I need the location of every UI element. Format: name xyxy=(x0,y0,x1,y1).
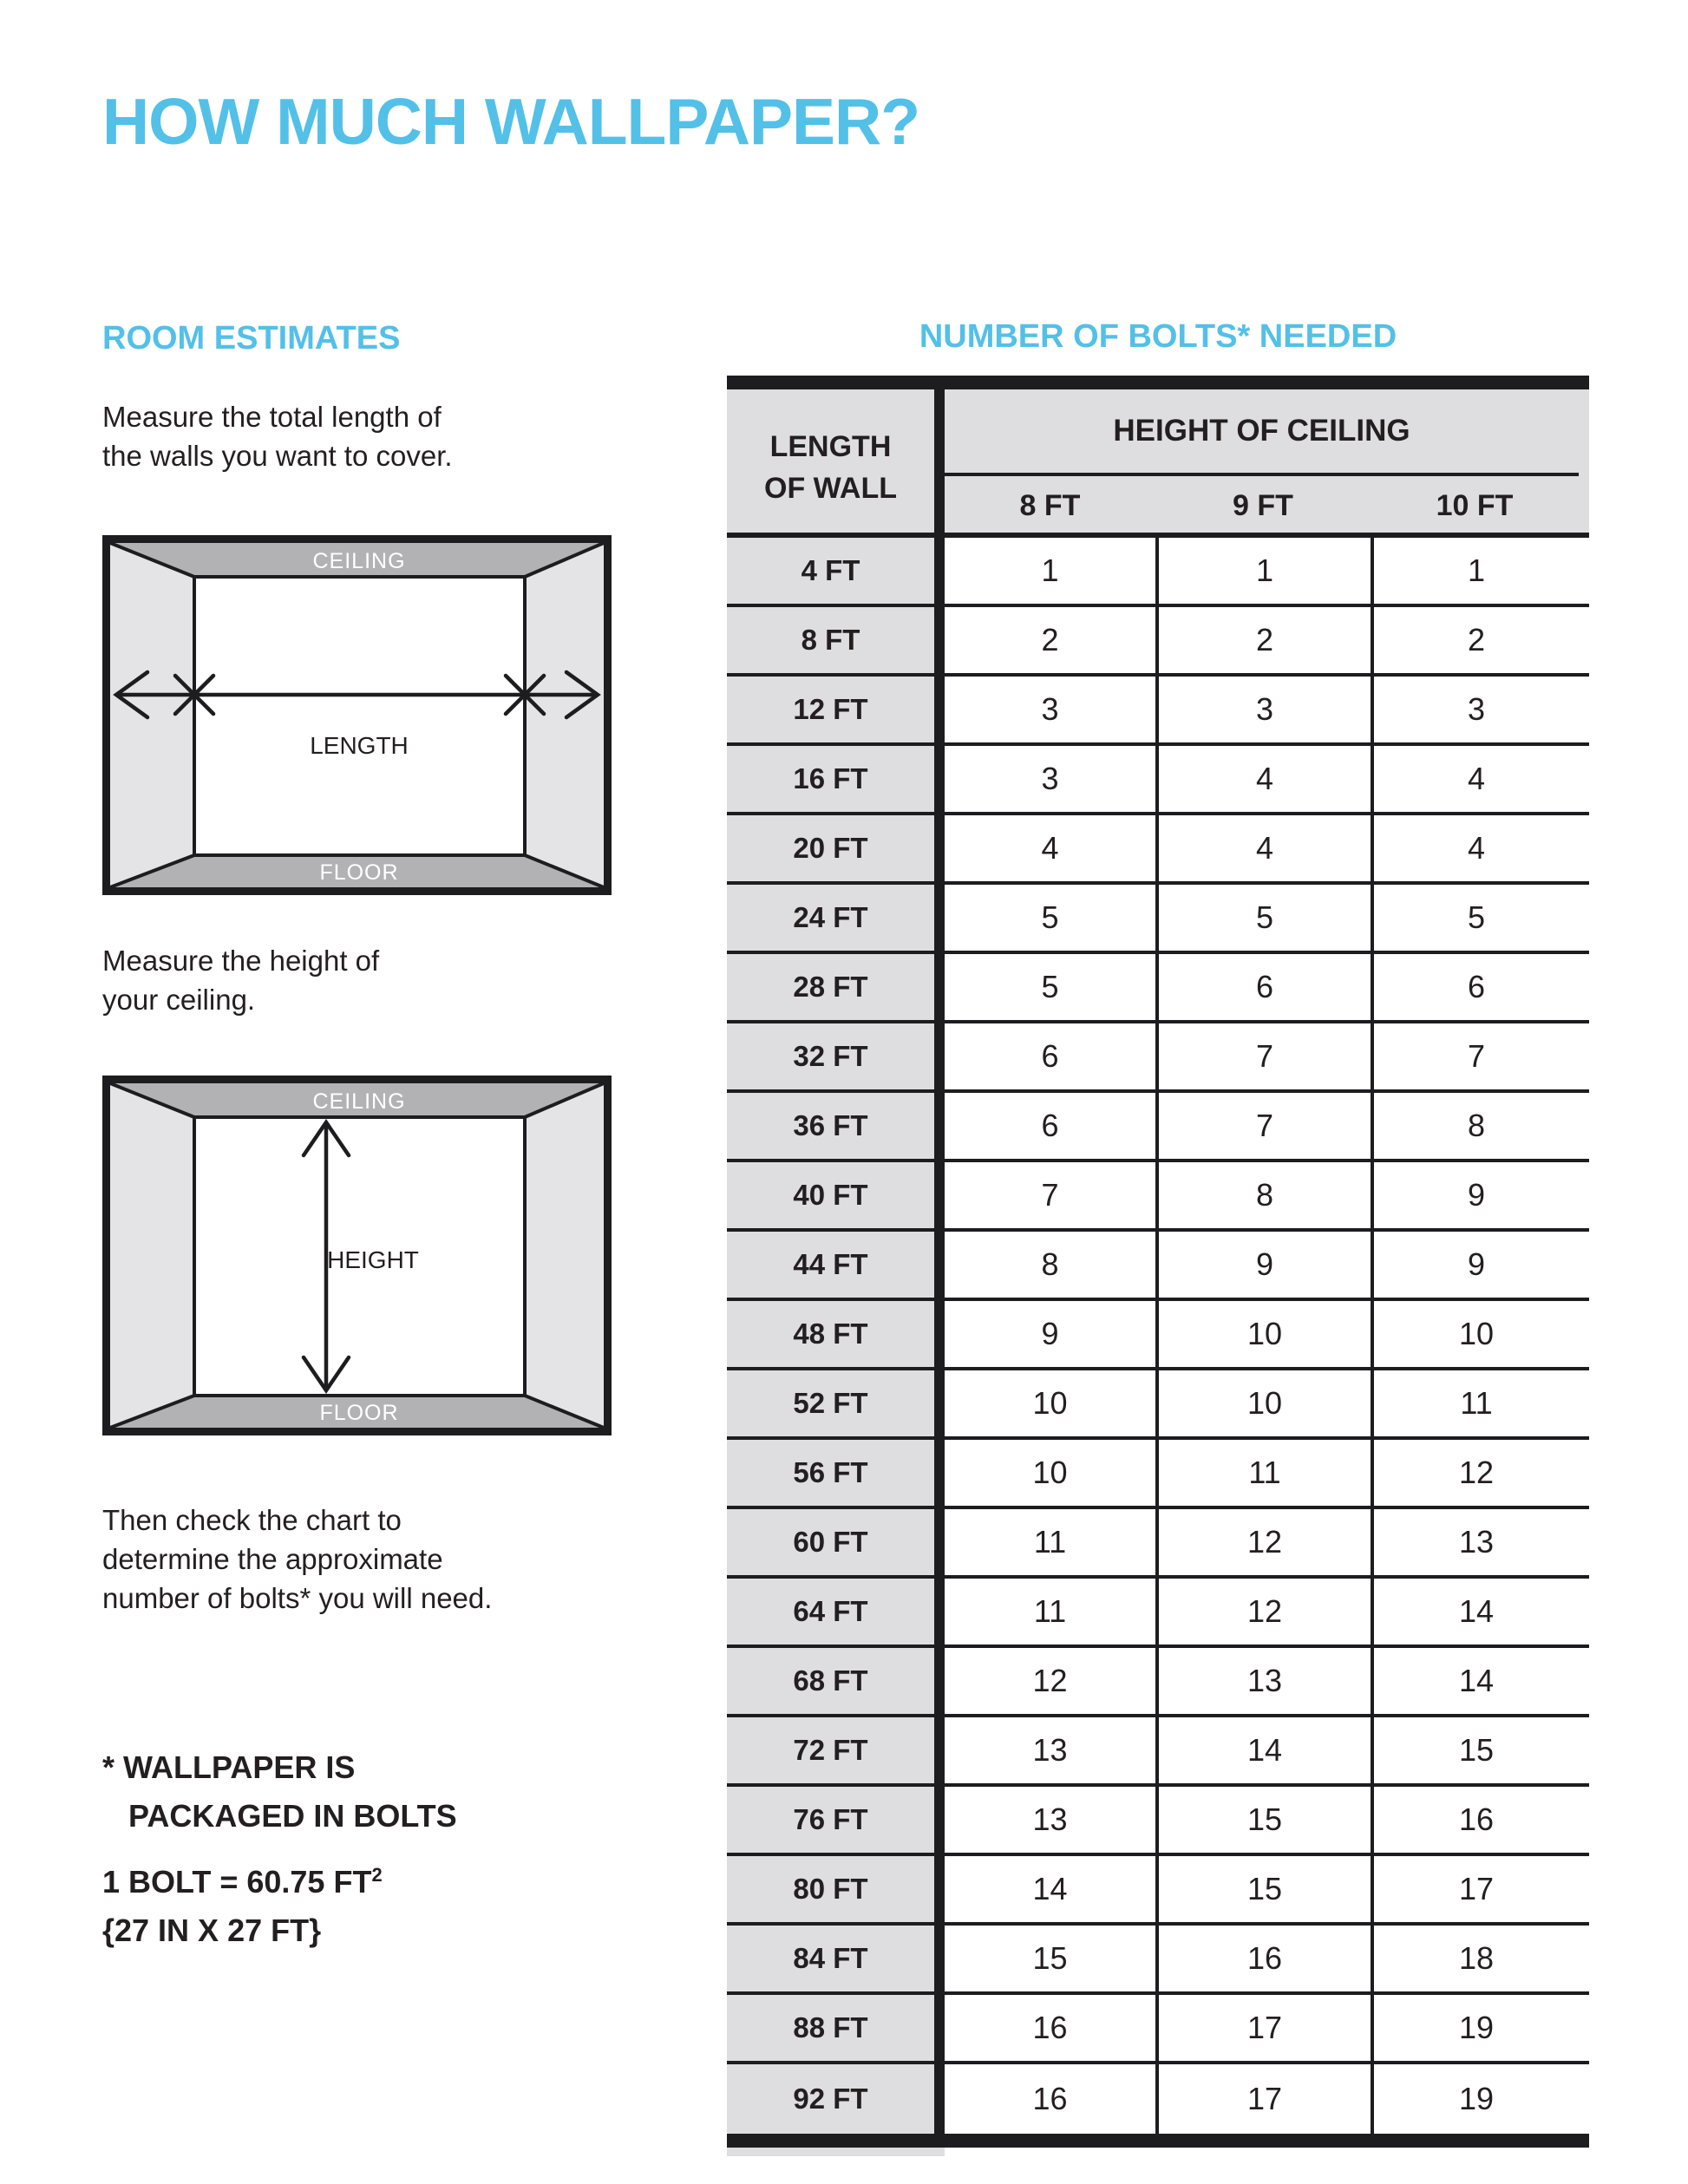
bolt-count-cell: 5 xyxy=(945,954,1155,1020)
table-row xyxy=(727,1787,1589,1856)
bolt-count-cell: 10 xyxy=(945,1370,1155,1436)
bolt-count-cell: 4 xyxy=(1371,746,1579,812)
bolt-count-cell: 5 xyxy=(1155,885,1371,951)
table-bottom-border xyxy=(727,2134,1589,2148)
room-estimates-heading: ROOM ESTIMATES xyxy=(102,320,401,356)
height-label: HEIGHT xyxy=(327,1246,419,1273)
bolt-count-cell: 11 xyxy=(1371,1370,1579,1436)
bolt-count-cell: 1 xyxy=(945,538,1155,604)
instruction-length-line1: Measure the total length of xyxy=(102,401,442,433)
bolt-count-cell: 1 xyxy=(1155,538,1371,604)
left-wall-surface xyxy=(110,1083,194,1428)
table-row xyxy=(727,1232,1589,1301)
corner-header-line1: LENGTH xyxy=(769,429,892,463)
table-top-border xyxy=(727,376,1589,389)
instruction-chart-line1: Then check the chart to xyxy=(102,1504,402,1536)
row-label-wall-length: 16 FT xyxy=(727,746,945,812)
bolt-count-cell: 17 xyxy=(1155,2064,1371,2134)
column-header-9ft: 9 FT xyxy=(1233,489,1293,522)
bolts-footnote-line2: PACKAGED IN BOLTS xyxy=(128,1798,457,1834)
bolt-count-cell: 19 xyxy=(1371,1995,1579,2061)
bolt-count-cell: 8 xyxy=(945,1232,1155,1298)
table-row xyxy=(727,677,1589,746)
bolt-count-cell: 4 xyxy=(945,815,1155,881)
row-label-wall-length: 68 FT xyxy=(727,1648,945,1714)
table-header xyxy=(727,389,1589,538)
bolt-count-cell: 6 xyxy=(1155,954,1371,1020)
row-label-wall-length: 80 FT xyxy=(727,1856,945,1922)
label-column-stub xyxy=(727,2148,945,2156)
back-wall xyxy=(194,577,525,855)
bolt-count-cell: 15 xyxy=(1155,1787,1371,1853)
table-row xyxy=(727,1023,1589,1093)
bolt-count-cell: 10 xyxy=(945,1440,1155,1506)
bolt-count-cell: 2 xyxy=(945,607,1155,673)
bolt-equation-line1 xyxy=(102,1858,383,1906)
bolt-count-cell: 2 xyxy=(1155,607,1371,673)
bolt-count-cell: 7 xyxy=(1371,1023,1579,1089)
bolt-count-cell: 3 xyxy=(1155,677,1371,742)
bolt-count-cell: 12 xyxy=(1155,1509,1371,1575)
bolt-equation-line2: {27 IN X 27 FT} xyxy=(102,1913,322,1948)
height-of-ceiling-header xyxy=(945,389,1579,533)
bolt-count-cell: 9 xyxy=(945,1301,1155,1367)
bolt-count-cell: 17 xyxy=(1371,1856,1579,1922)
bolt-equation xyxy=(102,1858,383,1955)
row-label-wall-length: 36 FT xyxy=(727,1093,945,1159)
table-row xyxy=(727,1509,1589,1579)
row-label-wall-length: 8 FT xyxy=(727,607,945,673)
row-label-wall-length: 72 FT xyxy=(727,1717,945,1783)
table-row xyxy=(727,1717,1589,1787)
bolt-count-cell: 4 xyxy=(1155,815,1371,881)
bolt-count-cell: 10 xyxy=(1371,1301,1579,1367)
row-label-wall-length: 88 FT xyxy=(727,1995,945,2061)
row-label-wall-length: 44 FT xyxy=(727,1232,945,1298)
row-label-wall-length: 32 FT xyxy=(727,1023,945,1089)
row-label-wall-length: 52 FT xyxy=(727,1370,945,1436)
bolt-count-cell: 12 xyxy=(1155,1579,1371,1645)
row-label-wall-length: 48 FT xyxy=(727,1301,945,1367)
bolt-count-cell: 9 xyxy=(1155,1232,1371,1298)
bolt-count-cell: 11 xyxy=(945,1509,1155,1575)
bolt-count-cell: 12 xyxy=(1371,1440,1579,1506)
bolt-count-cell: 12 xyxy=(945,1648,1155,1714)
table-row xyxy=(727,885,1589,954)
bolt-count-cell: 15 xyxy=(1371,1717,1579,1783)
bolt-count-cell: 4 xyxy=(1371,815,1579,881)
bolt-equation-text: 1 BOLT = 60.75 FT xyxy=(102,1864,372,1900)
bolt-count-cell: 6 xyxy=(1371,954,1579,1020)
row-label-wall-length: 24 FT xyxy=(727,885,945,951)
row-label-wall-length: 20 FT xyxy=(727,815,945,881)
row-label-wall-length: 4 FT xyxy=(727,538,945,604)
bolt-count-cell: 9 xyxy=(1371,1232,1579,1298)
bolt-count-cell: 7 xyxy=(1155,1093,1371,1159)
instruction-chart xyxy=(102,1501,492,1618)
bolt-count-cell: 9 xyxy=(1371,1162,1579,1228)
row-label-wall-length: 76 FT xyxy=(727,1787,945,1853)
corner-header-line2: OF WALL xyxy=(764,471,897,505)
bolt-count-cell: 14 xyxy=(945,1856,1155,1922)
bolt-count-cell: 7 xyxy=(945,1162,1155,1228)
bolt-count-cell: 10 xyxy=(1155,1301,1371,1367)
bolt-count-cell: 6 xyxy=(945,1093,1155,1159)
table-row xyxy=(727,1301,1589,1370)
row-label-wall-length: 64 FT xyxy=(727,1579,945,1645)
bolt-count-cell: 10 xyxy=(1155,1370,1371,1436)
instruction-length xyxy=(102,397,453,475)
bolt-count-cell: 14 xyxy=(1155,1717,1371,1783)
bolt-count-cell: 18 xyxy=(1371,1926,1579,1991)
instruction-height-line2: your ceiling. xyxy=(102,984,256,1016)
bolt-count-cell: 19 xyxy=(1371,2064,1579,2134)
table-row xyxy=(727,1370,1589,1440)
bolt-count-cell: 3 xyxy=(1371,677,1579,742)
bolt-count-cell: 4 xyxy=(1155,746,1371,812)
floor-label: FLOOR xyxy=(319,1401,399,1425)
column-subheaders xyxy=(945,476,1579,533)
bolt-count-cell: 6 xyxy=(945,1023,1155,1089)
room-length-diagram xyxy=(102,535,612,895)
bolt-count-cell: 16 xyxy=(1371,1787,1579,1853)
bolt-count-cell: 15 xyxy=(945,1926,1155,1991)
bolt-count-cell: 13 xyxy=(945,1717,1155,1783)
instruction-length-line2: the walls you want to cover. xyxy=(102,440,453,472)
table-row xyxy=(727,1579,1589,1648)
corner-header-length-of-wall xyxy=(727,389,945,533)
table-body xyxy=(727,538,1589,2134)
table-row xyxy=(727,815,1589,885)
bolt-count-cell: 14 xyxy=(1371,1579,1579,1645)
column-header-10ft: 10 FT xyxy=(1436,489,1514,522)
table-row xyxy=(727,1856,1589,1926)
table-row xyxy=(727,2064,1589,2134)
row-label-wall-length: 28 FT xyxy=(727,954,945,1020)
bolt-count-cell: 11 xyxy=(945,1579,1155,1645)
ceiling-label: CEILING xyxy=(312,549,406,573)
bolt-count-cell: 13 xyxy=(1155,1648,1371,1714)
table-row xyxy=(727,1995,1589,2064)
bolt-count-cell: 2 xyxy=(1371,607,1579,673)
row-label-wall-length: 60 FT xyxy=(727,1509,945,1575)
row-label-wall-length: 40 FT xyxy=(727,1162,945,1228)
row-label-wall-length: 92 FT xyxy=(727,2064,945,2134)
bolt-count-cell: 3 xyxy=(945,677,1155,742)
room-height-diagram xyxy=(102,1076,612,1435)
bolt-count-cell: 3 xyxy=(945,746,1155,812)
instruction-chart-line2: determine the approximate xyxy=(102,1543,443,1575)
table-row xyxy=(727,1093,1589,1162)
bolt-count-cell: 5 xyxy=(945,885,1155,951)
column-group-label: HEIGHT OF CEILING xyxy=(945,389,1579,476)
bolt-count-cell: 11 xyxy=(1155,1440,1371,1506)
bolt-count-cell: 16 xyxy=(945,1995,1155,2061)
table-row xyxy=(727,607,1589,677)
table-row xyxy=(727,954,1589,1023)
right-wall-surface xyxy=(525,1083,604,1428)
bolts-table xyxy=(727,376,1589,2156)
bolt-equation-superscript: 2 xyxy=(371,1864,383,1886)
bolt-count-cell: 15 xyxy=(1155,1856,1371,1922)
instruction-chart-line3: number of bolts* you will need. xyxy=(102,1582,493,1614)
table-row xyxy=(727,538,1589,607)
table-row xyxy=(727,1440,1589,1509)
table-heading: NUMBER OF BOLTS* NEEDED xyxy=(919,318,1397,355)
table-row xyxy=(727,746,1589,815)
row-label-wall-length: 84 FT xyxy=(727,1926,945,1991)
table-row xyxy=(727,1648,1589,1717)
ceiling-label: CEILING xyxy=(312,1089,406,1114)
table-row xyxy=(727,1926,1589,1995)
left-wall-surface xyxy=(110,543,194,887)
bolt-count-cell: 16 xyxy=(1155,1926,1371,1991)
length-label: LENGTH xyxy=(310,732,409,759)
bolts-footnote xyxy=(102,1743,457,1841)
bolt-count-cell: 13 xyxy=(945,1787,1155,1853)
bolt-count-cell: 14 xyxy=(1371,1648,1579,1714)
table-row xyxy=(727,1162,1589,1232)
bolt-count-cell: 17 xyxy=(1155,1995,1371,2061)
bolts-footnote-line1: * WALLPAPER IS xyxy=(102,1749,356,1785)
instruction-height xyxy=(102,941,379,1019)
row-label-wall-length: 12 FT xyxy=(727,677,945,742)
instruction-height-line1: Measure the height of xyxy=(102,945,380,977)
bolt-count-cell: 8 xyxy=(1155,1162,1371,1228)
row-label-wall-length: 56 FT xyxy=(727,1440,945,1506)
bolt-count-cell: 13 xyxy=(1371,1509,1579,1575)
bolt-count-cell: 16 xyxy=(945,2064,1155,2134)
bolt-count-cell: 7 xyxy=(1155,1023,1371,1089)
column-header-8ft: 8 FT xyxy=(1019,489,1081,522)
bolt-count-cell: 5 xyxy=(1371,885,1579,951)
floor-label: FLOOR xyxy=(319,860,399,885)
right-wall-surface xyxy=(525,543,604,887)
bolt-count-cell: 1 xyxy=(1371,538,1579,604)
bolt-count-cell: 8 xyxy=(1371,1093,1579,1159)
page-title: HOW MUCH WALLPAPER? xyxy=(102,85,920,158)
